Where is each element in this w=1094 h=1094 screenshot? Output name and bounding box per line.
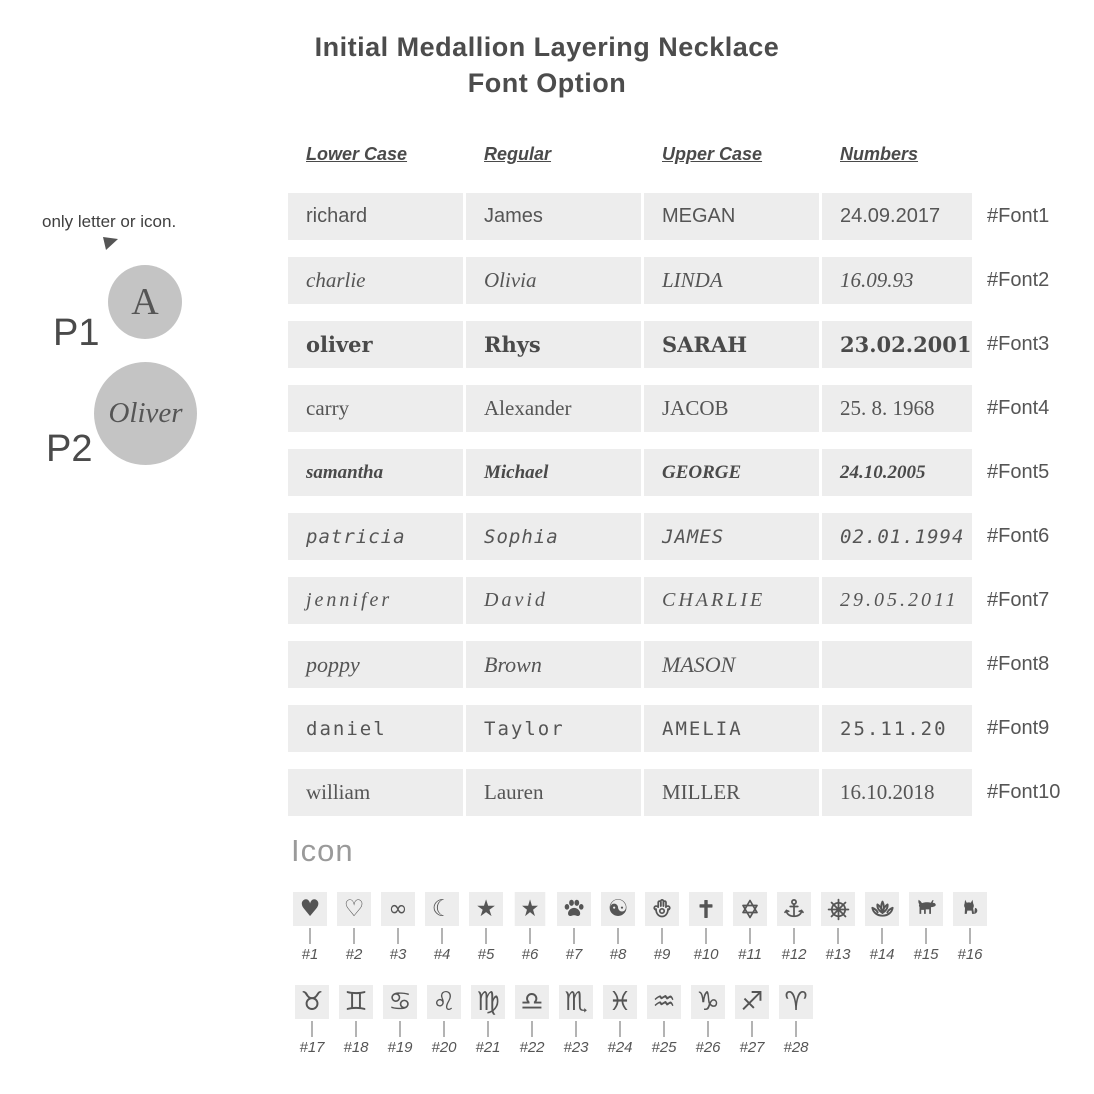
star-of-david-icon	[733, 892, 767, 926]
sample-regular: Taylor	[466, 705, 641, 752]
font-table-header	[288, 144, 1087, 165]
icon-number-label: #6	[521, 946, 539, 963]
icon-option	[422, 985, 466, 1056]
pendant-p1-medallion	[108, 265, 182, 339]
sample-upper: AMELIA	[644, 705, 819, 752]
table-row	[288, 641, 1087, 688]
font-id-label: #Font10	[987, 781, 1061, 803]
sample-regular: Alexander	[466, 385, 641, 432]
font-id-label: #Font9	[987, 717, 1050, 739]
heart-outline-icon: ♡	[337, 892, 371, 926]
sample-numbers: 16.10.2018	[822, 769, 972, 816]
table-row	[288, 769, 1087, 816]
cancer-icon: ♋	[383, 985, 417, 1019]
icon-number-label: #4	[433, 946, 451, 963]
font-id-label: #Font5	[987, 461, 1050, 483]
pendant-p2-medallion	[94, 362, 197, 465]
pendant-p2-label: P2	[46, 428, 93, 470]
icon-option	[552, 892, 596, 963]
pendant-note: only letter or icon.	[42, 212, 177, 231]
icon-option	[334, 985, 378, 1056]
sample-numbers: 16.09.93	[822, 257, 972, 304]
font-id-label: #Font8	[987, 653, 1050, 675]
font-id-label: #Font1	[987, 205, 1050, 227]
leo-icon: ♌	[427, 985, 461, 1019]
sample-regular: Lauren	[466, 769, 641, 816]
pointer-triangle-icon	[102, 236, 119, 251]
icon-number-label: #7	[565, 946, 583, 963]
virgo-icon: ♍	[471, 985, 505, 1019]
aries-icon: ♈	[779, 985, 813, 1019]
page-title-line2: Font Option	[467, 67, 627, 98]
sample-regular: James	[466, 193, 641, 240]
icon-option	[772, 892, 816, 963]
icon-number-label: #20	[431, 1039, 457, 1056]
anchor-icon	[777, 892, 811, 926]
icon-number-label: #3	[389, 946, 407, 963]
sample-lower: william	[288, 769, 463, 816]
icon-number-label: #27	[739, 1039, 765, 1056]
icon-option	[642, 985, 686, 1056]
header-upper-case: Upper Case	[662, 144, 763, 164]
sample-numbers: 02.01.1994	[822, 513, 972, 560]
sample-regular: David	[466, 577, 641, 624]
icon-number-label: #2	[345, 946, 363, 963]
hamsa-hand-icon	[645, 892, 679, 926]
sample-numbers: 24.10.2005	[822, 449, 972, 496]
heart-filled-icon: ♥	[293, 892, 327, 926]
icon-number-label: #14	[869, 946, 895, 963]
sample-lower: poppy	[288, 641, 463, 688]
sample-upper: JAMES	[644, 513, 819, 560]
icon-option	[376, 892, 420, 963]
taurus-icon: ♉	[295, 985, 329, 1019]
lotus-icon	[865, 892, 899, 926]
icon-number-label: #10	[693, 946, 719, 963]
sample-upper: SARAH	[644, 321, 819, 368]
icon-option	[684, 892, 728, 963]
font-id-label: #Font7	[987, 589, 1050, 611]
icon-option	[686, 985, 730, 1056]
icon-option	[860, 892, 904, 963]
icon-option	[466, 985, 510, 1056]
pendant-p1-letter: A	[131, 281, 159, 323]
table-row	[288, 257, 1087, 304]
sample-lower: jennifer	[288, 577, 463, 624]
icon-number-label: #17	[299, 1039, 325, 1056]
star-icon: ★	[469, 892, 503, 926]
icon-option	[420, 892, 464, 963]
icon-option	[290, 985, 334, 1056]
pisces-icon: ♓	[603, 985, 637, 1019]
icon-option	[288, 892, 332, 963]
sample-numbers: 25.11.20	[822, 705, 972, 752]
sample-lower: patricia	[288, 513, 463, 560]
icon-option	[730, 985, 774, 1056]
icon-section-heading: Icon	[291, 833, 354, 868]
yin-yang-icon: ☯	[601, 892, 635, 926]
sample-numbers: 25. 8. 1968	[822, 385, 972, 432]
icon-option	[816, 892, 860, 963]
icon-number-label: #28	[783, 1039, 809, 1056]
icon-option	[510, 985, 554, 1056]
cross-icon	[689, 892, 723, 926]
aquarius-icon: ♒	[647, 985, 681, 1019]
table-row	[288, 449, 1087, 496]
icon-number-label: #23	[563, 1039, 589, 1056]
sample-lower: carry	[288, 385, 463, 432]
header-regular: Regular	[484, 144, 552, 164]
pendant-p2-name: Oliver	[108, 397, 183, 429]
header-numbers: Numbers	[840, 144, 919, 164]
sample-numbers: 24.09.2017	[822, 193, 972, 240]
icon-number-label: #9	[653, 946, 671, 963]
icon-option	[508, 892, 552, 963]
icon-option	[728, 892, 772, 963]
icon-number-label: #15	[913, 946, 939, 963]
sample-upper: JACOB	[644, 385, 819, 432]
sagittarius-icon: ♐	[735, 985, 769, 1019]
paw-print-icon	[557, 892, 591, 926]
sample-regular: Rhys	[466, 321, 641, 368]
icon-number-label: #21	[475, 1039, 501, 1056]
sample-numbers: 29.05.2011	[822, 577, 972, 624]
gemini-icon: ♊	[339, 985, 373, 1019]
icon-option	[378, 985, 422, 1056]
table-row	[288, 321, 1087, 368]
icon-number-label: #16	[957, 946, 983, 963]
header-lower-case: Lower Case	[306, 144, 408, 164]
sample-lower: daniel	[288, 705, 463, 752]
icon-number-label: #24	[607, 1039, 633, 1056]
pendant-p1-label: P1	[53, 312, 100, 354]
icon-option	[598, 985, 642, 1056]
star-slim-icon: ★	[515, 892, 546, 926]
page-title	[0, 30, 1094, 101]
sample-upper: MASON	[644, 641, 819, 688]
sample-regular: Brown	[466, 641, 641, 688]
sample-numbers: 23.02.2001	[822, 321, 972, 368]
icon-number-label: #5	[477, 946, 495, 963]
sample-regular: Sophia	[466, 513, 641, 560]
sample-upper: CHARLIE	[644, 577, 819, 624]
icon-number-label: #19	[387, 1039, 413, 1056]
sample-upper: LINDA	[644, 257, 819, 304]
capricorn-icon: ♑	[691, 985, 725, 1019]
font-id-label: #Font3	[987, 333, 1050, 355]
table-row	[288, 193, 1087, 240]
cat-icon	[953, 892, 987, 926]
sample-numbers	[822, 641, 972, 688]
icon-option	[640, 892, 684, 963]
libra-icon: ♎	[515, 985, 549, 1019]
icon-number-label: #26	[695, 1039, 721, 1056]
sample-lower: samantha	[288, 449, 463, 496]
table-row	[288, 577, 1087, 624]
sample-upper: MEGAN	[644, 193, 819, 240]
scorpio-icon: ♏	[559, 985, 593, 1019]
sample-lower: oliver	[288, 321, 463, 368]
table-row	[288, 705, 1087, 752]
sample-upper: GEORGE	[644, 449, 819, 496]
icon-option	[774, 985, 818, 1056]
crescent-moon-icon: ☾	[425, 892, 459, 926]
sample-regular: Olivia	[466, 257, 641, 304]
sample-upper: MILLER	[644, 769, 819, 816]
sample-lower: richard	[288, 193, 463, 240]
icon-number-label: #11	[738, 946, 762, 963]
icon-number-label: #1	[301, 946, 319, 963]
table-row	[288, 385, 1087, 432]
infinity-icon: ∞	[381, 892, 415, 926]
sample-lower: charlie	[288, 257, 463, 304]
icon-option	[464, 892, 508, 963]
font-table	[288, 193, 1087, 833]
font-id-label: #Font6	[987, 525, 1050, 547]
page-title-line1: Initial Medallion Layering Necklace	[314, 32, 780, 62]
icon-option	[904, 892, 948, 963]
icon-number-label: #13	[825, 946, 851, 963]
dog-icon	[909, 892, 943, 926]
icon-number-label: #25	[651, 1039, 677, 1056]
font-id-label: #Font4	[987, 397, 1050, 419]
table-row	[288, 513, 1087, 560]
icon-row-2	[290, 985, 818, 1056]
icon-option	[554, 985, 598, 1056]
icon-option	[948, 892, 992, 963]
icon-option	[332, 892, 376, 963]
icon-number-label: #8	[609, 946, 627, 963]
icon-number-label: #18	[343, 1039, 369, 1056]
icon-option	[596, 892, 640, 963]
font-id-label: #Font2	[987, 269, 1050, 291]
dharma-wheel-icon	[821, 892, 855, 926]
icon-row-1	[288, 892, 992, 963]
icon-number-label: #12	[781, 946, 807, 963]
sample-regular: Michael	[466, 449, 641, 496]
icon-number-label: #22	[519, 1039, 545, 1056]
